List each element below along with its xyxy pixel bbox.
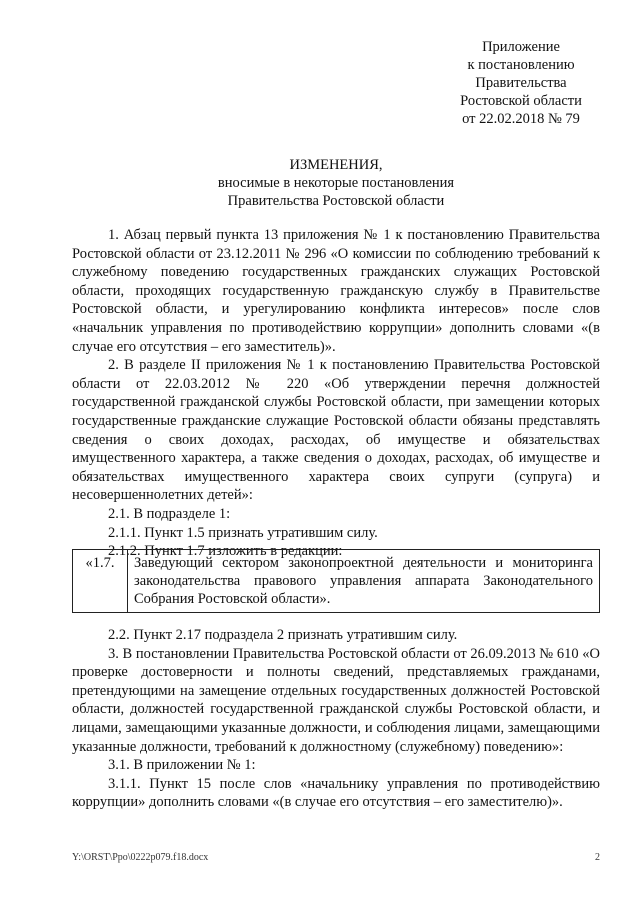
- paragraph: 1. Абзац первый пункта 13 приложения № 1 к постановлению Правительства Ростовской области от 23.12.2011 № 296 «О комиссии по соблюдению требований к служебному поведению государственных гражданских служащих Ростовской области, проходящих государственную гражданскую службу в Правительстве Ростовской области, и урегулированию конфликта интересов» после слов «начальник управления по противодействию коррупции» дополнить словами «(в случае его отсутствия – его заместитель)».: [72, 227, 600, 355]
- appendix-line: Ростовской области: [460, 93, 582, 109]
- body-section-1: [72, 226, 600, 561]
- paragraph: 2.2. Пункт 2.17 подраздела 2 признать утратившим силу.: [108, 627, 458, 643]
- page-number: 2: [595, 852, 600, 863]
- table-cell-number: «1.7.: [73, 550, 128, 613]
- appendix-line: Правительства: [475, 75, 567, 91]
- paragraph: 2.1.1. Пункт 1.5 признать утратившим силу.: [108, 524, 378, 541]
- paragraph: 2.1.2. Пункт 1.7 изложить в редакции:: [108, 543, 343, 560]
- appendix-header: [436, 38, 606, 128]
- paragraph: 2. В разделе II приложения № 1 к постановлению Правительства Ростовской области от 22.03.2012 № 220 «Об утверждении перечня должностей государственной гражданской службы Ростовской области, при замещении которых государственные гражданские служащие Ростовской области обязаны представлять сведения о своих доходах, расходах, об имуществе и обязательствах имущественного характера, а также сведения о доходах, расходах, об имуществе и обязательствах имущественного характера своих супруги (супруга) и несовершеннолетних детей»:: [72, 357, 600, 504]
- body-section-2: [72, 626, 600, 812]
- table-row: [73, 550, 600, 613]
- file-path: Y:\ORST\Ppo\0222p079.f18.docx: [72, 852, 209, 863]
- appendix-line: от 22.02.2018 № 79: [462, 111, 580, 127]
- appendix-line: к постановлению: [467, 57, 575, 73]
- table-cell-text: Заведующий сектором законопроектной деятельности и мониторинга законодательства правового управления аппарата Законодательного Собрания Ростовской области».: [128, 550, 600, 613]
- title-line: Правительства Ростовской области: [227, 193, 445, 209]
- document-title: [72, 156, 600, 210]
- paragraph: 2.1. В подразделе 1:: [108, 505, 231, 522]
- paragraph: 3.1. В приложении № 1:: [108, 757, 256, 774]
- title-heading: ИЗМЕНЕНИЯ,: [289, 157, 383, 173]
- title-line: вносимые в некоторые постановления: [217, 175, 455, 191]
- amendment-table: [72, 549, 600, 613]
- paragraph: 3.1.1. Пункт 15 после слов «начальнику управления по противодействию коррупции» дополнить словами «(в случае его отсутствия – его заместителю)».: [72, 775, 600, 811]
- appendix-line: Приложение: [482, 39, 560, 55]
- paragraph: 3. В постановлении Правительства Ростовской области от 26.09.2013 № 610 «О проверке достоверности и полноты сведений, представляемых гражданами, претендующими на замещение отдельных государственных должностей Ростовской области, должностей государственной гражданской службы Ростовской области, и лицами, замещающими указанные должности, и соблюдения лицами, замещающими указанные должности, требований к должностному (служебному) поведению»:: [72, 645, 600, 755]
